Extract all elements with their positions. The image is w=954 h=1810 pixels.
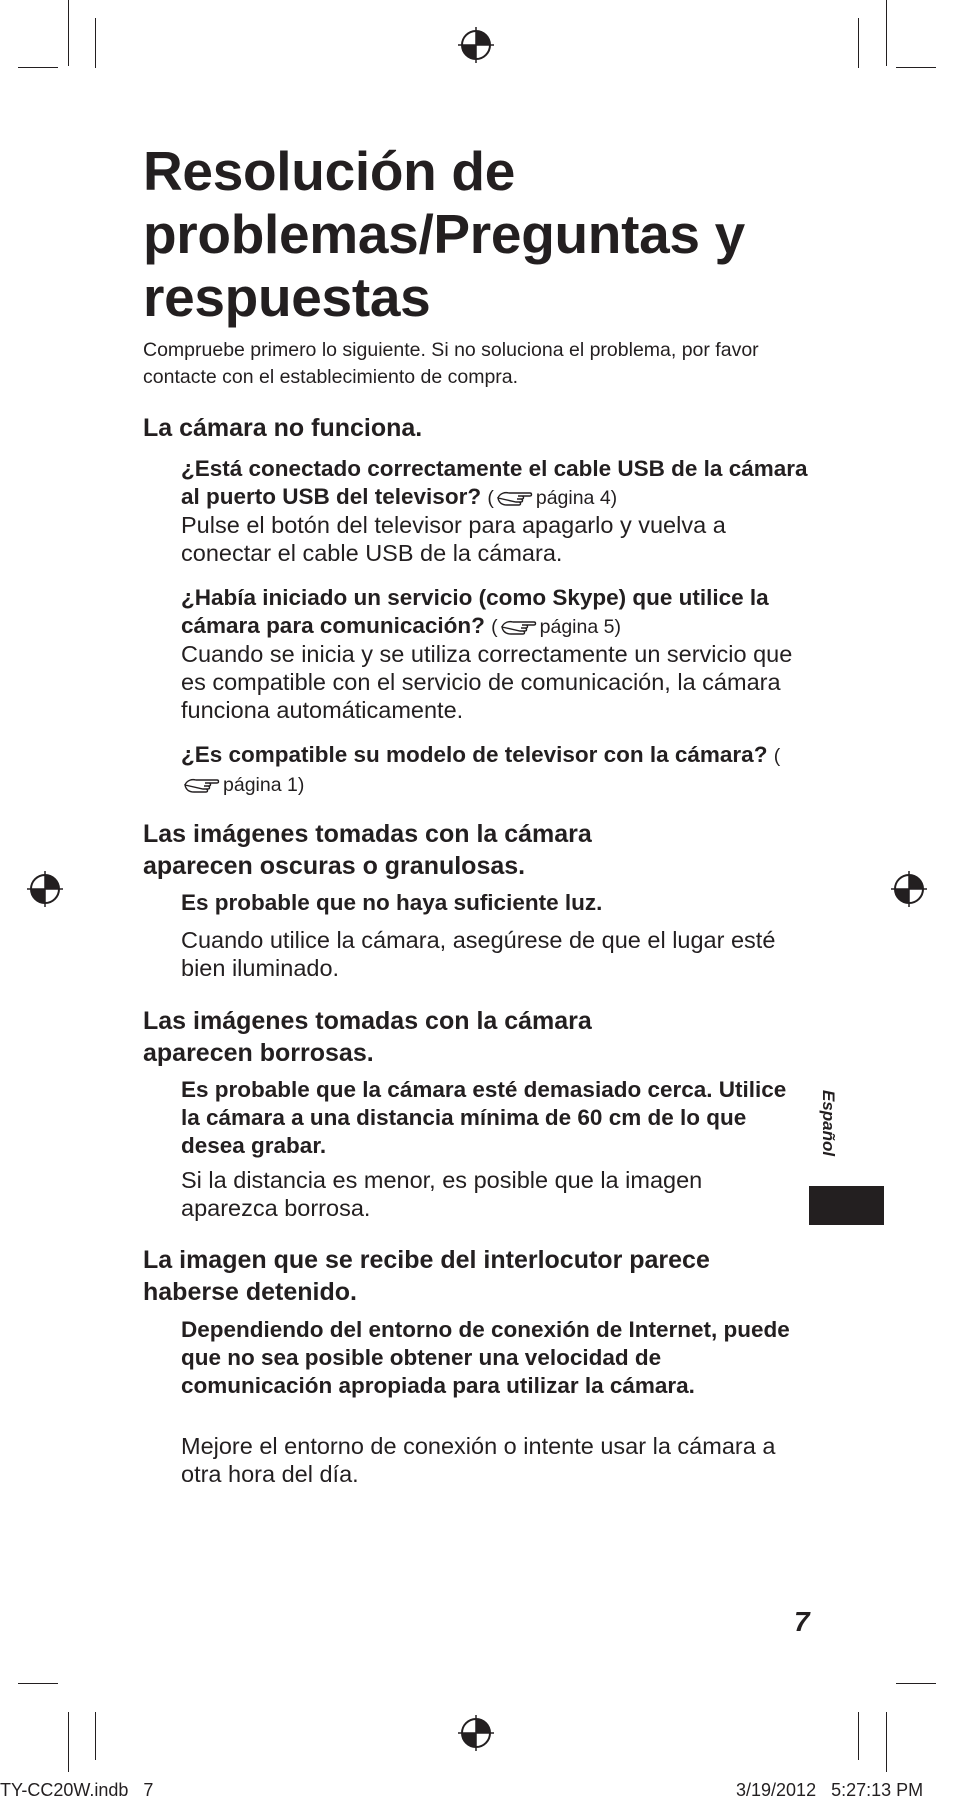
crop-mark [858,18,859,68]
crop-mark [896,1683,936,1684]
page-reference-text: página 4 [535,487,611,509]
crop-mark [68,1712,69,1772]
section-heading: La cámara no funciona. [143,414,423,442]
answer-text: Mejore el entorno de conexión o intente usar la cámara a otra hora del día. [181,1433,776,1487]
question [181,584,811,641]
intro-text: Compruebe primero lo siguiente. Si no soluciona el problema, por favor contacte con el establecimiento de compra. [143,339,759,388]
page-title: Resolución de problemas/Preguntas y respuestas [143,140,745,328]
footer-time: 5:27:13 PM [831,1780,924,1800]
crop-mark [886,1712,887,1772]
question-text: ¿Había iniciado un servicio (como Skype) que utilice la cámara para comunicación? [181,585,769,638]
question [181,455,811,512]
page-reference: (página 1) [181,745,780,796]
answer-text: Si la distancia es menor, es posible que la imagen aparezca borrosa. [181,1167,703,1221]
page-reference-text: página 1 [223,774,298,796]
crop-mark [18,67,58,68]
registration-mark-icon [456,25,496,65]
crop-mark [68,0,69,66]
crop-mark [95,18,96,68]
footer-date: 3/19/2012 [736,1780,817,1800]
page-reference-text: página 5 [539,616,615,638]
section-heading: Las imágenes tomadas con la cámara aparecen oscuras o granulosas. [143,820,592,880]
pointing-hand-icon [183,776,221,794]
question-text: ¿Es compatible su modelo de televisor con la cámara? [181,742,768,767]
pointing-hand-icon [500,618,538,636]
answer-text: Cuando utilice la cámara, asegúrese de que el lugar esté bien iluminado. [181,927,776,981]
question [181,741,811,799]
registration-mark-icon [25,869,65,909]
page-number: 7 [794,1606,810,1637]
pointing-hand-icon [496,489,534,507]
language-label: Español [819,1090,838,1157]
page-reference: ( página 5) [491,616,621,638]
crop-mark [95,1712,96,1760]
crop-mark [18,1683,58,1684]
page-reference: ( página 4) [487,487,618,509]
answer-text: Cuando se inicia y se utiliza correctamente un servicio que es compatible con el servicio de comunicación, la cámara funciona automáticamente. [181,641,793,723]
question-text: Dependiendo del entorno de conexión de Internet, puede que no sea posible obtener una velocidad de comunicación apropiada para utilizar la cámara. [181,1317,790,1398]
crop-mark [886,0,887,66]
registration-mark-icon [889,869,929,909]
question-text: Es probable que la cámara esté demasiado cerca. Utilice la cámara a una distancia mínima de 60 cm de lo que desea grabar. [181,1077,787,1158]
crop-mark [896,67,936,68]
registration-mark-icon [456,1713,496,1753]
section-heading: Las imágenes tomadas con la cámara aparecen borrosas. [143,1007,592,1067]
question-text: ¿Está conectado correctamente el cable USB de la cámara al puerto USB del televisor? [181,456,808,509]
section-heading: La imagen que se recibe del interlocutor parece haberse detenido. [143,1246,710,1306]
footer-file-name: TY-CC20W.indb 7 [0,1780,154,1800]
footer-timestamp [736,1780,923,1801]
language-tab [809,1186,884,1225]
answer-text: Pulse el botón del televisor para apagarlo y vuelva a conectar el cable USB de la cámara. [181,512,726,566]
crop-mark [858,1712,859,1760]
question-text: Es probable que no haya suficiente luz. [181,890,603,915]
